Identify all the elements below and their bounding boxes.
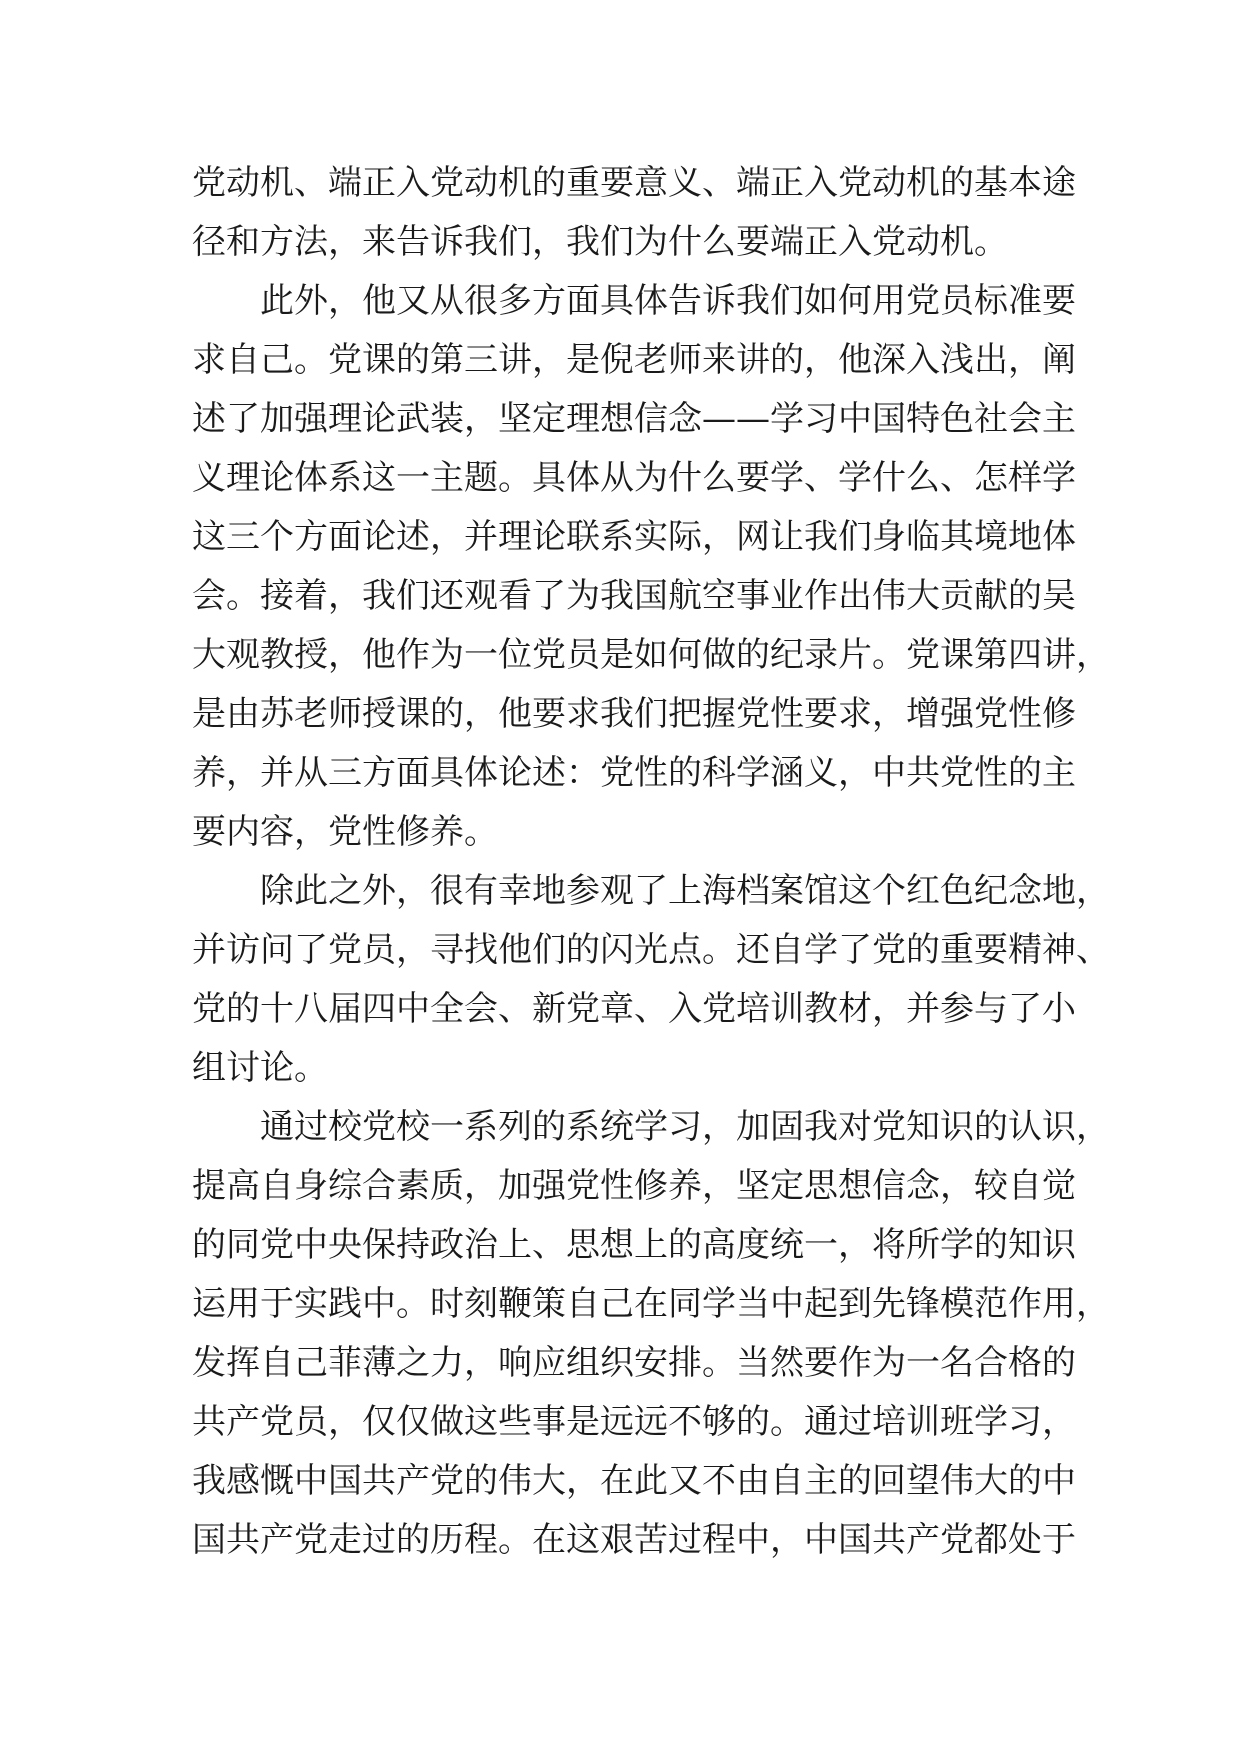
- text-line: 大观教授，他作为一位党员是如何做的纪录片。党课第四讲，: [192, 635, 1110, 675]
- text-line: 我感慨中国共产党的伟大，在此又不由自主的回望伟大的中: [192, 1461, 1076, 1501]
- text-line: 发挥自己菲薄之力，响应组织安排。当然要作为一名合格的: [192, 1343, 1076, 1383]
- text-line: 求自己。党课的第三讲，是倪老师来讲的，他深入浅出，阐: [192, 340, 1076, 380]
- text-line: 述了加强理论武装，坚定理想信念——学习中国特色社会主: [192, 399, 1076, 439]
- text-line: 提高自身综合素质，加强党性修养，坚定思想信念，较自觉: [192, 1166, 1076, 1206]
- text-line: 养，并从三方面具体论述：党性的科学涵义，中共党性的主: [192, 753, 1076, 793]
- text-line: 通过校党校一系列的系统学习，加固我对党知识的认识，: [192, 1107, 1110, 1147]
- text-line: 是由苏老师授课的，他要求我们把握党性要求，增强党性修: [192, 694, 1076, 734]
- text-line: 义理论体系这一主题。具体从为什么要学、学什么、怎样学: [192, 458, 1076, 498]
- text-line: 这三个方面论述，并理论联系实际，网让我们身临其境地体: [192, 517, 1076, 557]
- text-line: 党动机、端正入党动机的重要意义、端正入党动机的基本途: [192, 163, 1076, 203]
- text-line: 径和方法，来告诉我们，我们为什么要端正入党动机。: [192, 222, 1008, 262]
- text-line: 要内容，党性修养。: [192, 812, 498, 852]
- text-line: 共产党员，仅仅做这些事是远远不够的。通过培训班学习，: [192, 1402, 1076, 1442]
- body-text: [192, 154, 1110, 1570]
- text-line: 除此之外，很有幸地参观了上海档案馆这个红色纪念地，: [192, 871, 1110, 911]
- text-line: 会。接着，我们还观看了为我国航空事业作出伟大贡献的吴: [192, 576, 1076, 616]
- text-line: 此外，他又从很多方面具体告诉我们如何用党员标准要: [192, 281, 1076, 321]
- text-line: 国共产党走过的历程。在这艰苦过程中，中国共产党都处于: [192, 1520, 1076, 1560]
- text-line: 运用于实践中。时刻鞭策自己在同学当中起到先锋模范作用，: [192, 1284, 1110, 1324]
- text-line: 的同党中央保持政治上、思想上的高度统一，将所学的知识: [192, 1225, 1076, 1265]
- text-line: 党的十八届四中全会、新党章、入党培训教材，并参与了小: [192, 989, 1076, 1029]
- text-line: 组讨论。: [192, 1048, 328, 1088]
- text-line: 并访问了党员，寻找他们的闪光点。还自学了党的重要精神、: [192, 930, 1110, 970]
